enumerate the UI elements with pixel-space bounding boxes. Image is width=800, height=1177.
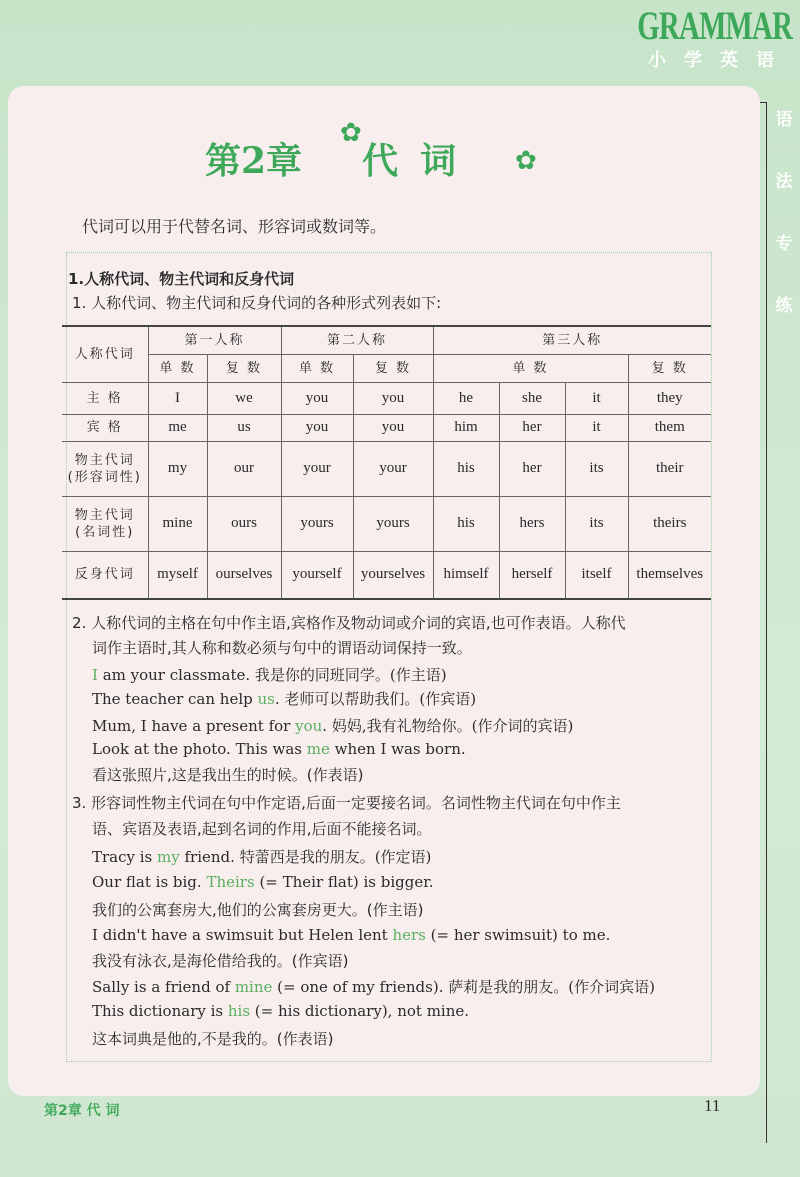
sub-header: 单 数: [433, 354, 628, 382]
sub-header: 单 数: [148, 354, 207, 382]
text-segment: (= her swimsuit) to me.: [425, 926, 611, 944]
group-header: 第一人称: [148, 326, 281, 354]
table-cell: me: [148, 414, 207, 441]
text-segment: 这本词典是他的,不是我的。(作表语): [92, 1030, 334, 1048]
row-label: 物主代词 (形容词性): [62, 441, 148, 496]
table-cell: my: [148, 441, 207, 496]
intro-text: 代词可以用于代替名词、形容词或数词等。: [82, 217, 387, 236]
highlighted-pronoun: hers: [392, 926, 426, 944]
pronoun-table: [62, 325, 711, 600]
table-row: [62, 414, 711, 441]
footer-chapter: 第2章 代 词: [44, 1103, 120, 1119]
text-segment: I didn't have a swimsuit but Helen lent: [92, 926, 393, 944]
sub-header: 复 数: [628, 354, 711, 382]
text-line: [92, 873, 434, 891]
table-cell: herself: [499, 551, 565, 599]
text-segment: (= his dictionary), not mine.: [250, 1002, 470, 1020]
text-segment: 我没有泳衣,是海伦借给我的。(作宾语): [92, 952, 349, 970]
table-cell: I: [148, 382, 207, 414]
text-line: [72, 792, 621, 813]
text-line: [92, 637, 472, 658]
text-segment: 3. 形容词性物主代词在句中作定语,后面一定要接名词。名词性物主代词在句中作主: [72, 794, 621, 812]
sub-header: 单 数: [281, 354, 353, 382]
text-segment: 词作主语时,其人称和数必须与句中的谓语动词保持一致。: [92, 639, 472, 657]
text-line: [92, 950, 348, 971]
side-char: 练: [775, 296, 793, 316]
highlighted-pronoun: his: [227, 1002, 251, 1020]
table-cell: yours: [353, 496, 433, 551]
text-segment: This dictionary is: [92, 1002, 228, 1020]
side-label: [772, 105, 796, 353]
table-cell: mine: [148, 496, 207, 551]
table-cell: hers: [499, 496, 565, 551]
text-line: [72, 612, 626, 633]
table-cell: you: [281, 382, 353, 414]
text-segment: Sally is a friend of: [92, 978, 235, 996]
text-segment: 看这张照片,这是我出生的时候。(作表语): [92, 766, 364, 784]
table-cell: we: [207, 382, 281, 414]
table-cell: themselves: [628, 551, 711, 599]
highlighted-pronoun: my: [157, 848, 180, 866]
text-line: [92, 846, 431, 867]
chapter-name: 代词: [362, 140, 479, 182]
text-segment: when I was born.: [329, 740, 466, 758]
table-row: [62, 496, 711, 551]
table-cell: it: [565, 414, 628, 441]
highlighted-pronoun: I: [92, 666, 98, 684]
table-cell: ourselves: [207, 551, 281, 599]
text-segment: (= Their flat) is bigger.: [254, 873, 434, 891]
table-cell: yourselves: [353, 551, 433, 599]
text-line: [92, 740, 466, 758]
table-cell: him: [433, 414, 499, 441]
table-cell: you: [353, 414, 433, 441]
highlighted-pronoun: mine: [234, 978, 273, 996]
table-cell: she: [499, 382, 565, 414]
table-cell: you: [281, 414, 353, 441]
table-cell: itself: [565, 551, 628, 599]
table-corner: 人称代词: [62, 326, 148, 382]
text-segment: The teacher can help: [92, 690, 258, 708]
table-cell: you: [353, 382, 433, 414]
table-row: [62, 382, 711, 414]
table-cell: myself: [148, 551, 207, 599]
table-row: [62, 551, 711, 599]
text-line: [92, 899, 423, 920]
table-row: [62, 441, 711, 496]
text-segment: Tracy is: [92, 848, 158, 866]
row-label: 反身代词: [62, 551, 148, 599]
table-cell: theirs: [628, 496, 711, 551]
sub-header: 复 数: [207, 354, 281, 382]
divider: [766, 103, 767, 1143]
text-line: [92, 1028, 333, 1049]
text-segment: Our flat is big.: [92, 873, 207, 891]
text-segment: Mum, I have a present for: [92, 717, 296, 735]
section-heading: 1.人称代词、物主代词和反身代词: [68, 270, 295, 288]
text-line: [92, 664, 447, 685]
text-line: [92, 1002, 469, 1020]
table-cell: its: [565, 441, 628, 496]
table-cell: her: [499, 441, 565, 496]
table-cell: yourself: [281, 551, 353, 599]
text-segment: 语、宾语及表语,起到名词的作用,后面不能接名词。: [92, 820, 432, 838]
table-cell: us: [207, 414, 281, 441]
side-char: 法: [775, 172, 793, 192]
table-cell: he: [433, 382, 499, 414]
group-header: 第二人称: [281, 326, 433, 354]
table-cell: ours: [207, 496, 281, 551]
table-cell: yours: [281, 496, 353, 551]
brand-title: GRAMMAR: [637, 3, 792, 48]
text-segment: friend. 特蕾西是我的朋友。(作定语): [179, 848, 432, 866]
text-segment: . 妈妈,我有礼物给你。(作介词的宾语): [322, 717, 574, 735]
text-line: [92, 764, 363, 785]
text-segment: 我们的公寓套房大,他们的公寓套房更大。(作主语): [92, 901, 424, 919]
row-label: 物主代词 (名词性): [62, 496, 148, 551]
table-cell: your: [353, 441, 433, 496]
text-line: [92, 688, 476, 709]
table-cell: it: [565, 382, 628, 414]
item-1-text: 1. 人称代词、物主代词和反身代词的各种形式列表如下:: [72, 294, 442, 312]
text-segment: (= one of my friends). 萨莉是我的朋友。(作介词宾语): [272, 978, 655, 996]
table-cell: himself: [433, 551, 499, 599]
text-line: [92, 818, 432, 839]
table-cell: them: [628, 414, 711, 441]
ladybug-icon: ✿: [515, 146, 537, 176]
highlighted-pronoun: us: [257, 690, 275, 708]
highlighted-pronoun: Theirs: [206, 873, 255, 891]
text-segment: . 老师可以帮助我们。(作宾语): [274, 690, 477, 708]
text-segment: 2. 人称代词的主格在句中作主语,宾格作及物动词或介词的宾语,也可作表语。人称代: [72, 614, 626, 632]
table-cell: their: [628, 441, 711, 496]
text-line: [92, 715, 573, 736]
table-cell: his: [433, 441, 499, 496]
group-header: 第三人称: [433, 326, 711, 354]
side-char: 专: [775, 234, 793, 254]
table-cell: its: [565, 496, 628, 551]
side-char: 语: [775, 110, 793, 130]
highlighted-pronoun: you: [295, 717, 323, 735]
highlighted-pronoun: me: [306, 740, 330, 758]
text-line: [92, 926, 610, 944]
table-cell: they: [628, 382, 711, 414]
brand-subtitle: 小学英语: [648, 50, 792, 71]
row-label: 宾 格: [62, 414, 148, 441]
text-line: [92, 976, 655, 997]
table-cell: your: [281, 441, 353, 496]
sub-header: 复 数: [353, 354, 433, 382]
page-number: 11: [704, 1096, 721, 1115]
ladybug-icon: ✿: [340, 118, 362, 148]
row-label: 主 格: [62, 382, 148, 414]
table-cell: our: [207, 441, 281, 496]
chapter-number: 第2章: [205, 140, 303, 182]
table-cell: her: [499, 414, 565, 441]
text-segment: am your classmate. 我是你的同班同学。(作主语): [97, 666, 447, 684]
table-cell: his: [433, 496, 499, 551]
text-segment: Look at the photo. This was: [92, 740, 307, 758]
